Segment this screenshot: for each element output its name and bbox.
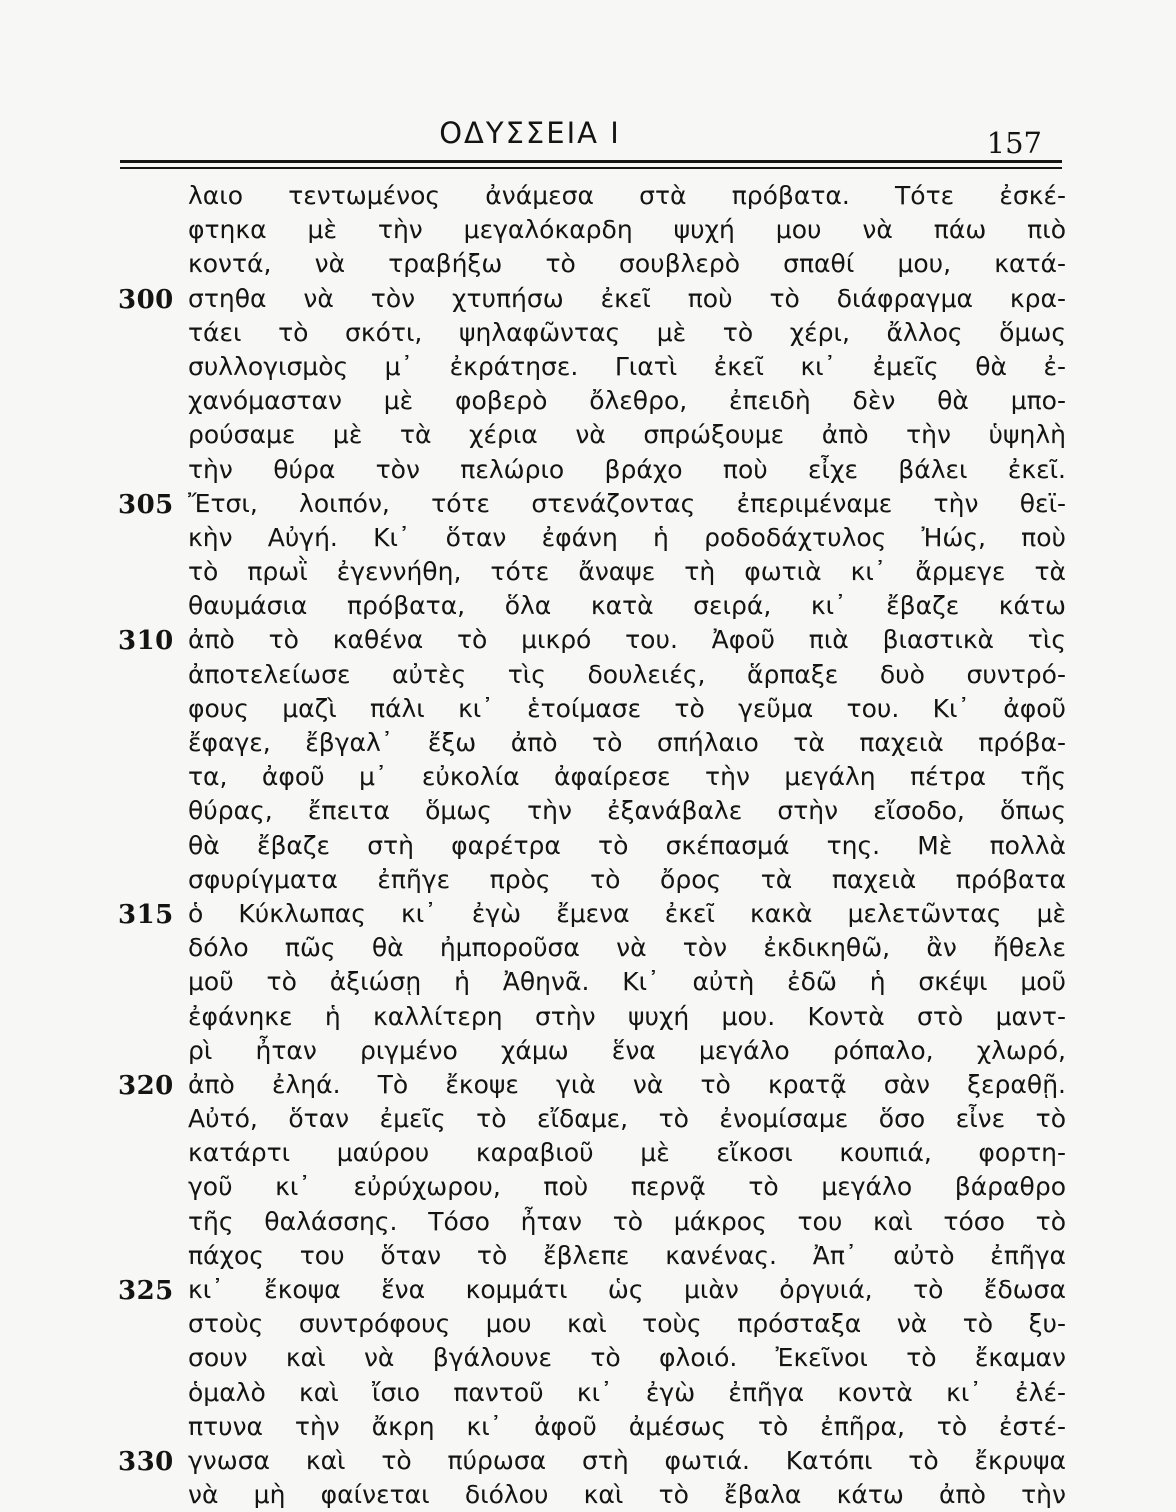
line-text: ἀπὸ ἐληά. Τὸ ἔκοψε γιὰ νὰ τὸ κρατᾷ σὰν ξεραθῇ. xyxy=(188,1069,1066,1099)
text-line xyxy=(0,1341,1176,1375)
text-line xyxy=(0,1478,1176,1512)
text-line xyxy=(0,965,1176,999)
line-text: ὁμαλὸ καὶ ἴσιο παντοῦ κι᾽ ἐγὼ ἐπῆγα κοντὰ κι᾽ ἐλέ- xyxy=(188,1377,1066,1407)
text-line xyxy=(0,692,1176,726)
line-text: ἐφάνηκε ἡ καλλίτερη στὴν ψυχή μου. Κοντὰ στὸ μαντ- xyxy=(188,1001,1066,1031)
text-line xyxy=(0,726,1176,760)
text-line xyxy=(0,829,1176,863)
text-line xyxy=(0,453,1176,487)
text-line xyxy=(0,760,1176,794)
line-text: συλλογισμὸς μ᾽ ἐκράτησε. Γιατὶ ἐκεῖ κι᾽ ἐμεῖς θὰ ἐ- xyxy=(188,351,1066,381)
line-text: μοῦ τὸ ἀξιώσῃ ἡ Ἀθηνᾶ. Κι᾽ αὐτὴ ἐδῶ ἡ σκέψι μοῦ xyxy=(188,967,1066,997)
text-line xyxy=(0,316,1176,350)
line-text: ρούσαμε μὲ τὰ χέρια νὰ σπρώξουμε ἀπὸ τὴν ὑψηλὴ xyxy=(188,420,1066,450)
text-line xyxy=(0,1239,1176,1273)
text-line xyxy=(0,282,1176,316)
running-header xyxy=(120,112,1062,158)
line-text: πτυνα τὴν ἄκρη κι᾽ ἀφοῦ ἀμέσως τὸ ἐπῆρα, τὸ ἐστέ- xyxy=(188,1411,1066,1441)
line-text: νὰ μὴ φαίνεται διόλου καὶ τὸ ἔβαλα κάτω ἀπὸ τὴν xyxy=(188,1480,1066,1510)
line-text: Ἔτσι, λοιπόν, τότε στενάζοντας ἐπεριμέναμε τὴν θεϊ- xyxy=(188,488,1066,518)
text-line xyxy=(0,418,1176,452)
line-text: φους μαζὶ πάλι κι᾽ ἑτοίμασε τὸ γεῦμα του. Κι᾽ ἀφοῦ xyxy=(188,693,1066,723)
line-text: θαυμάσια πρόβατα, ὅλα κατὰ σειρά, κι᾽ ἔβαζε κάτω xyxy=(188,591,1066,621)
text-line xyxy=(0,247,1176,281)
text-line xyxy=(0,658,1176,692)
text-line xyxy=(0,1307,1176,1341)
text-line xyxy=(0,555,1176,589)
text-line xyxy=(0,1170,1176,1204)
text-line xyxy=(0,1000,1176,1034)
line-text: σουν καὶ νὰ βγάλουνε τὸ φλοιό. Ἐκεῖνοι τὸ ἔκαμαν xyxy=(188,1343,1066,1373)
line-text: κατάρτι μαύρου καραβιοῦ μὲ εἴκοσι κουπιά, φορτη- xyxy=(188,1138,1066,1168)
text-line xyxy=(0,179,1176,213)
text-line xyxy=(0,931,1176,965)
line-text: γνωσα καὶ τὸ πύρωσα στὴ φωτιά. Κατόπι τὸ ἔκρυψα xyxy=(188,1445,1066,1475)
line-text: τὸ πρωῒ ἐγεννήθη, τότε ἄναψε τὴ φωτιὰ κι᾽ ἄρμεγε τὰ xyxy=(188,557,1066,587)
line-text: στηθα νὰ τὸν χτυπήσω ἐκεῖ ποὺ τὸ διάφραγμα κρα- xyxy=(188,283,1066,313)
text-line xyxy=(0,213,1176,247)
page-number: 157 xyxy=(986,126,1042,160)
text-line xyxy=(0,1410,1176,1444)
text-line xyxy=(0,1273,1176,1307)
text-line xyxy=(0,1136,1176,1170)
line-text: κοντά, νὰ τραβήξω τὸ σουβλερὸ σπαθί μου, κατά- xyxy=(188,249,1066,279)
running-title: ΟΔΥΣΣΕΙΑ Ι xyxy=(439,116,621,150)
line-text: κὴν Αὐγή. Κι᾽ ὅταν ἐφάνη ἡ ροδοδάχτυλος Ἠώς, ποὺ xyxy=(188,522,1066,552)
text-line xyxy=(0,384,1176,418)
line-number: 320 xyxy=(118,1070,174,1101)
line-number: 315 xyxy=(118,899,174,930)
line-text: Αὐτό, ὅταν ἐμεῖς τὸ εἴδαμε, τὸ ἐνομίσαμε ὅσο εἶνε τὸ xyxy=(188,1104,1066,1134)
text-line xyxy=(0,521,1176,555)
line-text: τὴν θύρα τὸν πελώριο βράχο ποὺ εἶχε βάλει ἐκεῖ. xyxy=(188,454,1066,484)
text-line xyxy=(0,1376,1176,1410)
line-text: ἀποτελείωσε αὐτὲς τὶς δουλειές, ἅρπαξε δυὸ συντρό- xyxy=(188,659,1066,689)
text-line xyxy=(0,1034,1176,1068)
body-text xyxy=(0,179,1176,1512)
line-text: πάχος του ὅταν τὸ ἔβλεπε κανένας. Ἀπ᾽ αὐτὸ ἐπῆγα xyxy=(188,1240,1066,1270)
line-text: ὁ Κύκλωπας κι᾽ ἐγὼ ἔμενα ἐκεῖ κακὰ μελετῶντας μὲ xyxy=(188,898,1066,928)
line-text: λαιο τεντωμένος ἀνάμεσα στὰ πρόβατα. Τότε ἐσκέ- xyxy=(188,181,1066,210)
text-line xyxy=(0,1444,1176,1478)
text-line xyxy=(0,350,1176,384)
line-text: κι᾽ ἔκοψα ἕνα κομμάτι ὡς μιὰν ὀργυιά, τὸ ἔδωσα xyxy=(188,1275,1066,1304)
line-text: τῆς θαλάσσης. Τόσο ἦταν τὸ μάκρος του καὶ τόσο τὸ xyxy=(188,1206,1066,1236)
line-text: θύρας, ἔπειτα ὅμως τὴν ἐξανάβαλε στὴν εἴσοδο, ὅπως xyxy=(188,796,1066,826)
line-text: τα, ἀφοῦ μ᾽ εὐκολία ἀφαίρεσε τὴν μεγάλη πέτρα τῆς xyxy=(188,762,1066,792)
line-number: 300 xyxy=(118,284,174,315)
line-text: τάει τὸ σκότι, ψηλαφῶντας μὲ τὸ χέρι, ἄλλος ὅμως xyxy=(188,317,1066,347)
line-text: σφυρίγματα ἐπῆγε πρὸς τὸ ὄρος τὰ παχειὰ πρόβατα xyxy=(188,864,1066,894)
line-text: ἀπὸ τὸ καθένα τὸ μικρό του. Ἀφοῦ πιὰ βιαστικὰ τὶς xyxy=(188,625,1066,655)
line-number: 330 xyxy=(118,1446,174,1477)
text-line xyxy=(0,623,1176,657)
line-text: φτηκα μὲ τὴν μεγαλόκαρδη ψυχή μου νὰ πάω πιὸ xyxy=(188,215,1066,245)
text-line xyxy=(0,1068,1176,1102)
text-line xyxy=(0,794,1176,828)
line-text: ἔφαγε, ἔβγαλ᾽ ἔξω ἀπὸ τὸ σπήλαιο τὰ παχειὰ πρόβα- xyxy=(188,728,1066,757)
header-rule-thin xyxy=(120,167,1062,169)
text-line xyxy=(0,1205,1176,1239)
line-text: στοὺς συντρόφους μου καὶ τοὺς πρόσταξα νὰ τὸ ξυ- xyxy=(188,1309,1066,1339)
text-line xyxy=(0,863,1176,897)
text-line xyxy=(0,1102,1176,1136)
header-rule-thick xyxy=(120,160,1062,163)
text-line xyxy=(0,897,1176,931)
text-line xyxy=(0,589,1176,623)
line-text: χανόμασταν μὲ φοβερὸ ὄλεθρο, ἐπειδὴ δὲν θὰ μπο- xyxy=(188,386,1066,416)
line-number: 310 xyxy=(118,626,174,657)
line-text: θὰ ἔβαζε στὴ φαρέτρα τὸ σκέπασμά της. Μὲ πολλὰ xyxy=(188,830,1066,860)
line-text: ρὶ ἦταν ριγμένο χάμω ἕνα μεγάλο ρόπαλο, χλωρό, xyxy=(188,1035,1066,1065)
text-line xyxy=(0,487,1176,521)
line-number: 305 xyxy=(118,489,174,520)
line-text: γοῦ κι᾽ εὐρύχωρου, ποὺ περνᾷ τὸ μεγάλο βάραθρο xyxy=(188,1172,1066,1202)
line-number: 325 xyxy=(118,1276,174,1306)
line-text: δόλο πῶς θὰ ἠμποροῦσα νὰ τὸν ἐκδικηθῶ, ἂν ἤθελε xyxy=(188,933,1066,963)
